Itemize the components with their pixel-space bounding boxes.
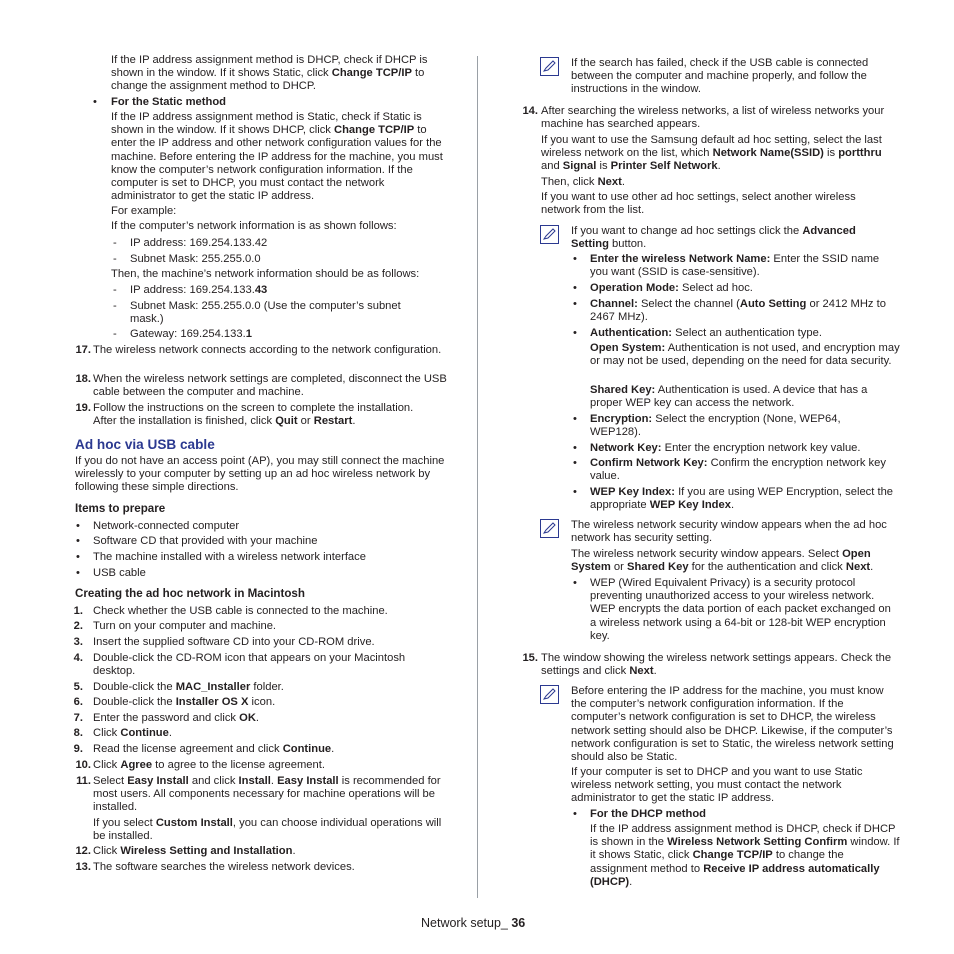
- step-number: 11.: [76, 775, 91, 787]
- step-number: 14.: [522, 105, 538, 117]
- step-3: Insert the supplied software CD into your CD-ROM drive.: [93, 636, 375, 648]
- list-item: The machine installed with a wireless network interface: [93, 551, 366, 563]
- note-security-window: The wireless network security window appears when the ad hoc network has security setting.: [571, 519, 887, 545]
- step-number: 19.: [75, 402, 91, 414]
- page-footer: [421, 916, 525, 930]
- step-9: Read the license agreement and click Continue.: [93, 743, 335, 755]
- confirm-key-item: Confirm Network Key: Confirm the encryption network key value.: [590, 457, 886, 483]
- column-divider: [477, 56, 478, 898]
- step-11-custom: If you select Custom Install, you can choose individual operations will be installed.: [93, 817, 442, 843]
- step-number: 8.: [73, 727, 83, 739]
- open-system-text: Open System: Authentication is not used, and encryption may or may not be used, depending on the need for data security.: [590, 342, 900, 368]
- bullet: •: [573, 327, 577, 339]
- list-item: Network-connected computer: [93, 520, 240, 532]
- step-number: 6.: [73, 696, 83, 708]
- step-8: Click Continue.: [93, 727, 172, 739]
- note-static-contact: If your computer is set to DHCP and you want to use Static wireless network setting, you must contact the network administrator to get the static IP address.: [571, 766, 863, 805]
- creating-title: Creating the ad hoc network in Macintosh: [75, 587, 305, 600]
- step-number: 17.: [75, 344, 91, 356]
- machine-info-text: Then, the machine’s network information should be as follows:: [111, 268, 420, 280]
- step-number: 13.: [75, 861, 91, 873]
- step-18: When the wireless network settings are completed, disconnect the USB cable between the computer and machine.: [93, 373, 447, 399]
- step-15: The window showing the wireless network settings appears. Check the settings and click Next.: [541, 652, 892, 678]
- operation-mode-item: Operation Mode: Select ad hoc.: [590, 282, 753, 294]
- wep-description: WEP (Wired Equivalent Privacy) is a security protocol preventing unauthorized access to your wireless network. WEP encrypts the data portion of each packet exchanged on a wireless network using a 64-bit or 128-bit WEP encryption key.: [590, 577, 891, 642]
- bullet: •: [573, 282, 577, 294]
- step-5: Double-click the MAC_Installer folder.: [93, 681, 284, 693]
- step-11: Select Easy Install and click Install. Easy Install is recommended for most users. All components necessary for machine operations will be installed.: [93, 775, 441, 814]
- step-17: The wireless network connects according to the network configuration.: [93, 344, 442, 356]
- step-number: 18.: [75, 373, 91, 385]
- dhcp-method-text: If the IP address assignment method is DHCP, check if DHCP is shown in the Wireless Network Setting Confirm window. If it shows Static, click Change TCP/IP to change the assignment method to Receive IP address automatically (DHCP).: [590, 823, 900, 888]
- bullet: •: [93, 96, 97, 108]
- step-number: 15.: [522, 652, 538, 664]
- list-item: USB cable: [93, 567, 146, 579]
- note-search-failed: If the search has failed, check if the USB cable is connected between the computer and machine properly, and follow the instructions in the window.: [571, 57, 869, 96]
- step-19: Follow the instructions on the screen to complete the installation. After the installation is finished, click Quit or Restart.: [93, 402, 414, 428]
- bullet: •: [573, 486, 577, 498]
- step-1: Check whether the USB cable is connected to the machine.: [93, 605, 388, 617]
- bullet: •: [573, 442, 577, 454]
- step-number: 4.: [73, 652, 83, 664]
- step-2: Turn on your computer and machine.: [93, 620, 277, 632]
- comp-ip: IP address: 169.254.133.42: [130, 237, 268, 249]
- dash: -: [113, 237, 117, 249]
- dash: -: [113, 253, 117, 265]
- shared-key-text: Shared Key: Authentication is used. A device that has a proper WEP key can access the network.: [590, 384, 868, 410]
- note-pencil-icon: [540, 519, 559, 538]
- step-14-default: If you want to use the Samsung default ad hoc setting, select the last wireless network on the list, which Network Name(SSID) is portthru and Signal is Printer Self Network.: [541, 134, 882, 173]
- bullet: •: [573, 253, 577, 265]
- computer-info-text: If the computer’s network information is as shown follows:: [111, 220, 397, 232]
- bullet: •: [76, 551, 80, 563]
- comp-mask: Subnet Mask: 255.255.0.0: [130, 253, 261, 265]
- section-title-adhoc: Ad hoc via USB cable: [75, 437, 215, 452]
- step-number: 12.: [75, 845, 91, 857]
- note-security-select: The wireless network security window appears. Select Open System or Shared Key for the authentication and click Next.: [571, 548, 874, 574]
- note-advanced-setting: If you want to change ad hoc settings click the Advanced Setting button.: [571, 225, 856, 251]
- wep-key-index-item: WEP Key Index: If you are using WEP Encryption, select the appropriate WEP Key Index.: [590, 486, 894, 512]
- bullet: •: [76, 567, 80, 579]
- bullet: •: [76, 520, 80, 532]
- page-number: 36: [511, 916, 526, 930]
- bullet: •: [76, 535, 80, 547]
- static-method-title: For the Static method: [111, 96, 226, 108]
- note-ip-config: Before entering the IP address for the machine, you must know the computer’s network configuration information. If the computer’s network configuration is set to DHCP, the wireless network setting should also be DHCP. Likewise, if the computer’s network configuration is set to Static, the wireless network setting should also be Static.: [571, 685, 894, 764]
- dash: -: [113, 328, 117, 340]
- adhoc-intro: If you do not have an access point (AP), you may still connect the machine wirelessly to your computer by setting up an ad hoc wireless network by following these simple directions.: [75, 455, 445, 494]
- step-number: 2.: [73, 620, 83, 632]
- network-key-item: Network Key: Enter the encryption network key value.: [590, 442, 861, 454]
- bullet: •: [573, 457, 577, 469]
- bullet: •: [573, 808, 577, 820]
- step-number: 7.: [73, 712, 83, 724]
- step-number: 10.: [75, 759, 91, 771]
- ssid-item: Enter the wireless Network Name: Enter the SSID name you want (SSID is case-sensitive).: [590, 253, 880, 279]
- step-12: Click Wireless Setting and Installation.: [93, 845, 296, 857]
- note-pencil-icon: [540, 57, 559, 76]
- dash: -: [113, 300, 117, 312]
- step-4: Double-click the CD-ROM icon that appears on your Macintosh desktop.: [93, 652, 406, 678]
- step-14-other: If you want to use other ad hoc settings, select another wireless network from the list.: [541, 191, 856, 217]
- dash: -: [113, 284, 117, 296]
- step-14-next: Then, click Next.: [541, 176, 625, 188]
- channel-item: Channel: Select the channel (Auto Setting or 2412 MHz to 2467 MHz).: [590, 298, 886, 324]
- machine-mask: Subnet Mask: 255.255.0.0 (Use the computer’s subnet mask.): [130, 300, 401, 326]
- step-10: Click Agree to agree to the license agreement.: [93, 759, 325, 771]
- step-7: Enter the password and click OK.: [93, 712, 260, 724]
- step-6: Double-click the Installer OS X icon.: [93, 696, 276, 708]
- bullet: •: [573, 298, 577, 310]
- step-number: 3.: [73, 636, 83, 648]
- machine-gateway: Gateway: 169.254.133.1: [130, 328, 252, 340]
- step-14: After searching the wireless networks, a list of wireless networks your machine has searched appears.: [541, 105, 885, 131]
- authentication-item: Authentication: Select an authentication type.: [590, 327, 822, 339]
- bullet: •: [573, 413, 577, 425]
- static-method-text: If the IP address assignment method is Static, check if Static is shown in the window. If it shows DHCP, click Change TCP/IP to enter the IP address and other network configuration values for the machine. Before entering the IP address for the machine, you must know the computer’s network configuration information. If the computer is set to DHCP, you must contact the network administrator to get the static IP address.: [111, 111, 443, 203]
- step-number: 9.: [73, 743, 83, 755]
- footer-label: Network setup_: [421, 916, 512, 930]
- dhcp-intro: If the IP address assignment method is DHCP, check if DHCP is shown in the window. If it shows Static, click Change TCP/IP to change the assignment method to DHCP.: [111, 54, 428, 93]
- step-number: 5.: [73, 681, 83, 693]
- dhcp-method-title: For the DHCP method: [590, 808, 707, 820]
- items-title: Items to prepare: [75, 502, 166, 515]
- machine-ip: IP address: 169.254.133.43: [130, 284, 268, 296]
- note-pencil-icon: [540, 685, 559, 704]
- for-example: For example:: [111, 205, 177, 217]
- encryption-item: Encryption: Select the encryption (None, WEP64, WEP128).: [590, 413, 841, 439]
- bullet: •: [573, 577, 577, 589]
- step-13: The software searches the wireless network devices.: [93, 861, 355, 873]
- step-number: 1.: [73, 605, 83, 617]
- list-item: Software CD that provided with your machine: [93, 535, 318, 547]
- note-pencil-icon: [540, 225, 559, 244]
